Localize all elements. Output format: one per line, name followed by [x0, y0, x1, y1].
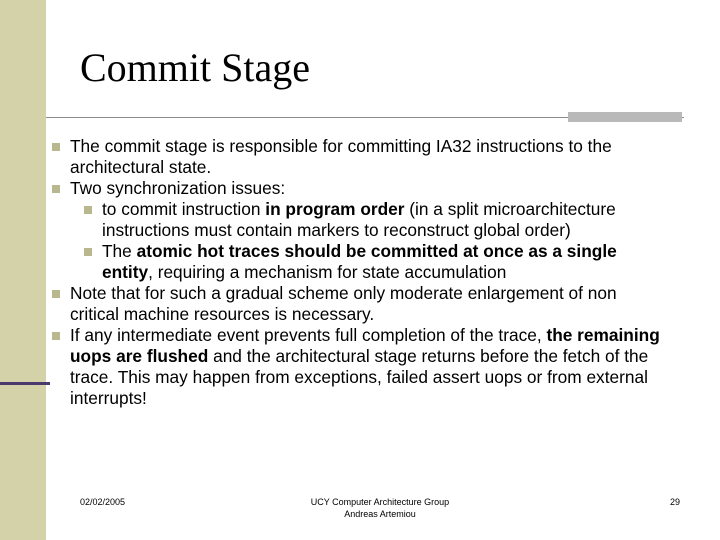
footer-date: 02/02/2005	[80, 497, 126, 507]
bullet-text-bold: the remaining uops are flushed	[70, 325, 660, 366]
square-bullet-icon	[52, 143, 60, 151]
square-bullet-icon	[52, 290, 60, 298]
slide-title: Commit Stage	[80, 45, 310, 90]
bullet-item	[0, 283, 670, 325]
bullet-item	[0, 325, 670, 409]
footer-author: Andreas Artemiou	[344, 509, 416, 519]
bullet-item	[0, 178, 670, 199]
page-number: 29	[669, 497, 680, 507]
footer-center	[280, 496, 480, 520]
bullet-text: If any intermediate event prevents full completion of the trace,	[70, 325, 547, 345]
bullet-item	[0, 136, 670, 178]
bullet-text-bold: atomic hot traces should be committed at once as a single entity	[102, 241, 617, 282]
bullet-text: , requiring a mechanism for state accumulation	[148, 262, 507, 282]
sub-bullet-item	[0, 241, 662, 283]
square-bullet-icon	[84, 206, 92, 214]
bullet-text: The commit stage is responsible for committing IA32 instructions to the architectural state.	[70, 136, 612, 177]
bullet-text: The	[102, 241, 137, 261]
title-accent-bar	[568, 112, 682, 122]
bullet-text: Note that for such a gradual scheme only moderate enlargement of non critical machine resources is necessary.	[70, 283, 617, 324]
bullet-text: and the architectural stage returns before the fetch of the trace. This may happen from exceptions, failed assert uops or from external interrupts!	[70, 346, 649, 408]
footer-group-name: UCY Computer Architecture Group	[310, 497, 450, 507]
bullet-text: (in a split microarchitecture instructions must contain markers to reconstruct global order)	[102, 199, 616, 240]
square-bullet-icon	[84, 248, 92, 256]
square-bullet-icon	[52, 332, 60, 340]
sub-bullet-item	[0, 199, 662, 241]
slide-body	[0, 136, 720, 409]
bullet-text: Two synchronization issues:	[70, 178, 286, 198]
square-bullet-icon	[52, 185, 60, 193]
bullet-text-bold: in program order	[265, 199, 405, 219]
bullet-text: to commit instruction	[102, 199, 266, 219]
